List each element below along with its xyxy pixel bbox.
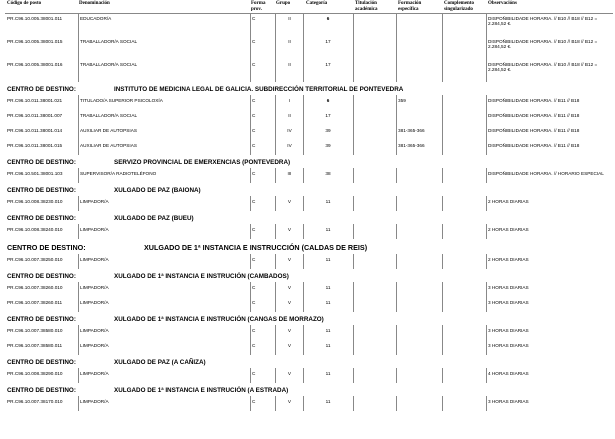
column-separator [442, 168, 443, 183]
header-forma-line2: prov. [251, 6, 262, 12]
column-separator [275, 325, 276, 340]
column-separator [353, 125, 354, 140]
column-separator [250, 168, 251, 183]
column-separator [275, 196, 276, 211]
column-separator [353, 59, 354, 82]
column-separator [486, 254, 487, 269]
column-separator [486, 196, 487, 211]
column-separator [486, 125, 487, 140]
column-separator [275, 125, 276, 140]
posto-observacions: DISPOÑIBILIDADE HORARIA. // B11 // B18 [488, 128, 580, 133]
posto-code: PR.C96.10.007.38250.010 [7, 257, 63, 262]
column-separator [275, 140, 276, 155]
column-separator [353, 224, 354, 239]
header-titulacion [355, 1, 378, 12]
column-separator [250, 282, 251, 297]
centro-destino-label: CENTRO DE DESTINO: [7, 273, 76, 280]
column-separator [442, 196, 443, 211]
column-separator [303, 340, 304, 355]
posto-observacions: DISPOÑIBILIDADE HORARIA. // HORARIO ESPECIAL [488, 171, 604, 176]
column-separator [303, 396, 304, 411]
column-separator [353, 396, 354, 411]
posto-forma: C [252, 328, 256, 333]
column-separator [275, 396, 276, 411]
column-separator [396, 125, 397, 140]
column-separator [486, 282, 487, 297]
posto-denominacion: LIMPADOR/A [80, 257, 109, 262]
column-separator [250, 59, 251, 82]
posto-denominacion: LIMPADOR/A [80, 300, 109, 305]
posto-observacions: 3 HORAS DIARIAS [488, 300, 529, 305]
posto-formacion: 381-365-366 [398, 143, 425, 148]
posto-forma: C [252, 39, 256, 44]
header-forma-line1: Forma [251, 1, 266, 6]
column-separator [78, 340, 79, 355]
column-separator [275, 368, 276, 383]
column-separator [78, 110, 79, 125]
column-separator [396, 196, 397, 211]
posto-grupo: II [288, 62, 291, 67]
column-separator [250, 297, 251, 312]
column-separator [353, 282, 354, 297]
column-separator [442, 368, 443, 383]
column-separator [396, 140, 397, 155]
posto-grupo: V [287, 285, 292, 290]
column-separator [353, 13, 354, 36]
posto-categoria: 6 [326, 16, 330, 21]
column-separator [442, 125, 443, 140]
posto-forma: C [252, 227, 256, 232]
column-separator [78, 196, 79, 211]
header-formacion [398, 1, 421, 12]
centro-destino-label: CENTRO DE DESTINO: [7, 86, 76, 93]
header-formacion-line2: específica [398, 6, 419, 12]
column-separator [250, 325, 251, 340]
posto-denominacion: LIMPADOR/A [80, 399, 109, 404]
posto-categoria: 17 [325, 113, 331, 118]
column-separator [442, 254, 443, 269]
column-separator [78, 368, 79, 383]
posto-observacions: DISPOÑIBILIDADE HORARIA. // B11 // B18 [488, 98, 580, 103]
header-grupo: Grupo [276, 1, 291, 6]
posto-categoria: 11 [325, 199, 331, 204]
column-separator [396, 368, 397, 383]
column-separator [250, 254, 251, 269]
column-separator [396, 36, 397, 59]
column-separator [353, 196, 354, 211]
column-separator [442, 110, 443, 125]
column-separator [78, 282, 79, 297]
column-separator [442, 340, 443, 355]
posto-grupo: IV [287, 143, 292, 148]
column-separator [78, 168, 79, 183]
column-separator [303, 254, 304, 269]
centro-destino-name: XULGADO DE 1ª INSTANCIA E INSTRUCIÓN (CAMBADOS) [114, 273, 289, 280]
posto-observacions: 3 HORAS DIARIAS [488, 285, 529, 290]
column-separator [396, 396, 397, 411]
column-separator [486, 368, 487, 383]
header-complemento [444, 1, 474, 12]
posto-categoria: 11 [325, 371, 331, 376]
posto-denominacion: LIMPADOR/A [80, 199, 109, 204]
column-separator [250, 95, 251, 110]
column-separator [396, 110, 397, 125]
posto-categoria: 11 [325, 343, 331, 348]
posto-denominacion: SUPERVISOR/A RADIOTELÉFONO [80, 171, 157, 176]
column-separator [442, 140, 443, 155]
posto-code: PR.C96.10.007.38580.010 [7, 328, 63, 333]
posto-observacions: DISPOÑIBILIDADE HORARIA. // B10 // B18 // B12 = 2.284,52 €. [488, 16, 598, 27]
header-forma [251, 1, 265, 12]
posto-denominacion: LIMPADOR/A [80, 227, 109, 232]
posto-denominacion: AUXILIAR DE AUTOPSIAS [80, 128, 137, 133]
posto-observacions: 3 HORAS DIARIAS [488, 399, 529, 404]
column-separator [78, 125, 79, 140]
column-separator [486, 297, 487, 312]
posto-grupo: II [288, 16, 291, 21]
column-separator [486, 140, 487, 155]
centro-destino-name: INSTITUTO DE MEDICINA LEGAL DE GALICIA. SUBDIRECCIÓN TERRITORIAL DE PONTEVEDRA [114, 86, 404, 93]
posto-forma: C [252, 199, 256, 204]
posto-forma: C [252, 171, 256, 176]
centro-destino-name: XULGADO DE PAZ (BUEU) [114, 215, 194, 222]
centro-destino-name: SERVIZO PROVINCIAL DE EMERXENCIAS (PONTEVEDRA) [114, 159, 291, 166]
column-separator [486, 95, 487, 110]
posto-grupo: V [287, 371, 292, 376]
posto-code: PR.C96.10.008.38240.010 [7, 227, 63, 232]
posto-categoria: 11 [325, 300, 331, 305]
column-separator [78, 325, 79, 340]
posto-forma: C [252, 343, 256, 348]
column-separator [303, 95, 304, 110]
column-separator [442, 282, 443, 297]
column-separator [303, 368, 304, 383]
header-codigo: Código de posto [7, 1, 42, 6]
centro-destino-name: XULGADO DE 1ª INSTANCIA E INSTRUCCIÓN (CALDAS DE REIS) [144, 243, 368, 252]
column-separator [442, 325, 443, 340]
posto-forma: C [252, 285, 256, 290]
posto-denominacion: LIMPADOR/A [80, 328, 109, 333]
column-separator [303, 59, 304, 82]
posto-code: PR.C96.10.008.38230.010 [7, 199, 63, 204]
posto-denominacion: TRABALLADOR/A SOCIAL [80, 113, 138, 118]
centro-destino-label: CENTRO DE DESTINO: [7, 387, 76, 394]
posto-forma: C [252, 300, 256, 305]
posto-categoria: 6 [326, 98, 330, 103]
column-separator [250, 140, 251, 155]
posto-formacion: 359 [398, 98, 406, 103]
posto-forma: C [252, 62, 256, 67]
column-separator [353, 36, 354, 59]
posto-forma: C [252, 257, 256, 262]
column-separator [442, 36, 443, 59]
column-separator [486, 224, 487, 239]
posto-observacions: 3 HORAS DIARIAS [488, 328, 529, 333]
posto-denominacion: AUXILIAR DE AUTOPSIAS [80, 143, 137, 148]
centro-destino-label: CENTRO DE DESTINO: [7, 359, 76, 366]
column-separator [396, 59, 397, 82]
posto-forma: C [252, 113, 256, 118]
posto-code: PR.C96.10.501.38001.103 [7, 171, 63, 176]
column-separator [303, 36, 304, 59]
column-separator [275, 224, 276, 239]
posto-code: PR.C96.10.011.38001.014 [7, 128, 63, 133]
header-titulacion-line2: académica [355, 6, 378, 12]
posto-grupo: V [287, 199, 292, 204]
column-separator [250, 36, 251, 59]
column-separator [353, 254, 354, 269]
column-separator [303, 110, 304, 125]
column-separator [78, 396, 79, 411]
posto-observacions: DISPOÑIBILIDADE HORARIA. // B11 // B18 [488, 113, 580, 118]
column-separator [396, 168, 397, 183]
posto-categoria: 38 [325, 171, 331, 176]
column-separator [78, 297, 79, 312]
posto-code: PR.C96.10.008.38290.010 [7, 371, 63, 376]
column-separator [442, 396, 443, 411]
posto-denominacion: LIMPADOR/A [80, 285, 109, 290]
posto-code: PR.C96.10.005.38001.016 [7, 62, 63, 67]
header-categoria: Categoría [306, 1, 328, 6]
posto-code: PR.C96.10.005.38001.011 [7, 16, 63, 21]
column-separator [303, 282, 304, 297]
column-separator [78, 140, 79, 155]
column-separator [275, 340, 276, 355]
posto-code: PR.C96.10.011.38001.021 [7, 98, 63, 103]
posto-code: PR.C96.10.005.38001.015 [7, 39, 63, 44]
column-separator [78, 254, 79, 269]
centro-destino-name: XULGADO DE PAZ (A CAÑIZA) [114, 359, 206, 366]
column-separator [353, 340, 354, 355]
posto-observacions: 2 HORAS DIARIAS [488, 257, 529, 262]
centro-destino-name: XULGADO DE PAZ (BAIONA) [114, 187, 201, 194]
column-separator [78, 59, 79, 82]
posto-forma: C [252, 98, 256, 103]
column-separator [250, 340, 251, 355]
column-separator [442, 13, 443, 36]
column-separator [78, 13, 79, 36]
posto-categoria: 11 [325, 257, 331, 262]
header-denominacion: Denominación [79, 1, 110, 6]
header-titulacion-line1: Titulación [355, 1, 377, 6]
column-separator [486, 340, 487, 355]
column-separator [275, 297, 276, 312]
column-separator [396, 254, 397, 269]
posto-observacions: 2 HORAS DIARIAS [488, 227, 529, 232]
posto-grupo: I [288, 98, 291, 103]
centro-destino-label: CENTRO DE DESTINO: [7, 187, 76, 194]
centro-destino-label: CENTRO DE DESTINO: [7, 159, 76, 166]
column-separator [303, 13, 304, 36]
posto-observacions: 4 HORAS DIARIAS [488, 371, 529, 376]
column-separator [442, 95, 443, 110]
posto-denominacion: TRABALLADOR/A SOCIAL [80, 39, 138, 44]
posto-observacions: 3 HORAS DIARIAS [488, 343, 529, 348]
column-separator [275, 110, 276, 125]
posto-denominacion: EDUCADOR/A [80, 16, 112, 21]
header-observacions: Observacións [488, 1, 517, 6]
column-separator [486, 59, 487, 82]
column-separator [353, 368, 354, 383]
column-separator [275, 168, 276, 183]
posto-categoria: 39 [325, 128, 331, 133]
centro-destino-label: CENTRO DE DESTINO: [7, 215, 76, 222]
posto-denominacion: TRABALLADOR/A SOCIAL [80, 62, 138, 67]
column-separator [486, 36, 487, 59]
posto-grupo: V [287, 257, 292, 262]
column-separator [78, 224, 79, 239]
column-separator [353, 325, 354, 340]
column-separator [303, 140, 304, 155]
column-separator [442, 297, 443, 312]
posto-categoria: 11 [325, 285, 331, 290]
centro-destino-name: XULGADO DE 1ª INSTANCIA E INSTRUCIÓN (A ESTRADA) [114, 387, 289, 394]
posto-code: PR.C96.10.011.38001.015 [7, 143, 63, 148]
posto-grupo: III [287, 171, 292, 176]
column-separator [396, 224, 397, 239]
column-separator [250, 13, 251, 36]
header-formacion-line1: Formación [398, 1, 422, 6]
header-complemento-line1: Complemento [444, 1, 474, 6]
posto-code: PR.C96.10.007.38170.010 [7, 399, 63, 404]
posto-code: PR.C96.10.007.38260.010 [7, 285, 63, 290]
posto-denominacion: TITULADO/A SUPERIOR PSICOLOXÍA [80, 98, 163, 103]
posto-code: PR.C96.10.007.38260.011 [7, 300, 63, 305]
centro-destino-label: CENTRO DE DESTINO: [7, 316, 76, 323]
column-separator [275, 59, 276, 82]
column-separator [303, 297, 304, 312]
column-separator [396, 282, 397, 297]
column-separator [442, 59, 443, 82]
header-rule [5, 13, 613, 14]
column-separator [250, 110, 251, 125]
posto-denominacion: LIMPADOR/A [80, 343, 109, 348]
posto-denominacion: LIMPADOR/A [80, 371, 109, 376]
posto-code: PR.C96.10.011.38001.007 [7, 113, 63, 118]
column-separator [486, 110, 487, 125]
column-separator [396, 13, 397, 36]
posto-observacions: 2 HORAS DIARIAS [488, 199, 529, 204]
column-separator [275, 36, 276, 59]
column-separator [353, 140, 354, 155]
column-separator [353, 168, 354, 183]
posto-observacions: DISPOÑIBILIDADE HORARIA. // B10 // B18 // B12 = 2.284,52 €. [488, 62, 598, 73]
posto-forma: C [252, 399, 256, 404]
posto-code: PR.C96.10.007.38580.011 [7, 343, 63, 348]
column-separator [275, 13, 276, 36]
posto-observacions: DISPOÑIBILIDADE HORARIA. // B10 // B18 // B12 = 2.284,52 €. [488, 39, 598, 50]
posto-categoria: 11 [325, 227, 331, 232]
column-separator [303, 125, 304, 140]
column-separator [275, 254, 276, 269]
posto-grupo: V [287, 300, 292, 305]
column-separator [303, 168, 304, 183]
posto-grupo: V [287, 328, 292, 333]
header-complemento-line2: singularizado [444, 6, 473, 12]
posto-observacions: DISPOÑIBILIDADE HORARIA. // B11 // B18 [488, 143, 580, 148]
posto-categoria: 39 [325, 143, 331, 148]
column-separator [250, 196, 251, 211]
posto-categoria: 11 [325, 399, 331, 404]
posto-formacion: 381-365-366 [398, 128, 425, 133]
column-separator [78, 95, 79, 110]
column-separator [442, 224, 443, 239]
posto-grupo: V [287, 399, 292, 404]
posto-forma: C [252, 143, 256, 148]
column-separator [250, 368, 251, 383]
posto-categoria: 11 [325, 328, 331, 333]
column-separator [275, 282, 276, 297]
column-separator [303, 224, 304, 239]
column-separator [78, 36, 79, 59]
column-separator [275, 95, 276, 110]
column-separator [353, 95, 354, 110]
column-separator [396, 95, 397, 110]
column-separator [396, 340, 397, 355]
posto-forma: C [252, 128, 256, 133]
posto-forma: C [252, 16, 256, 21]
posto-grupo: II [288, 113, 291, 118]
posto-grupo: V [287, 227, 292, 232]
posto-categoria: 17 [325, 39, 331, 44]
column-separator [303, 196, 304, 211]
column-separator [486, 13, 487, 36]
centro-destino-name: XULGADO DE 1ª INSTANCIA E INSTRUCIÓN (CANGAS DE MORRAZO) [114, 316, 324, 323]
posto-categoria: 17 [325, 62, 331, 67]
centro-destino-label: CENTRO DE DESTINO: [7, 243, 86, 252]
column-separator [396, 325, 397, 340]
column-separator [486, 325, 487, 340]
posto-forma: C [252, 371, 256, 376]
column-separator [486, 396, 487, 411]
posto-grupo: II [288, 39, 291, 44]
column-separator [250, 396, 251, 411]
column-separator [303, 325, 304, 340]
posto-grupo: V [287, 343, 292, 348]
column-separator [250, 125, 251, 140]
column-separator [396, 297, 397, 312]
column-separator [353, 110, 354, 125]
column-separator [486, 168, 487, 183]
column-separator [353, 297, 354, 312]
posto-grupo: IV [287, 128, 292, 133]
column-separator [250, 224, 251, 239]
